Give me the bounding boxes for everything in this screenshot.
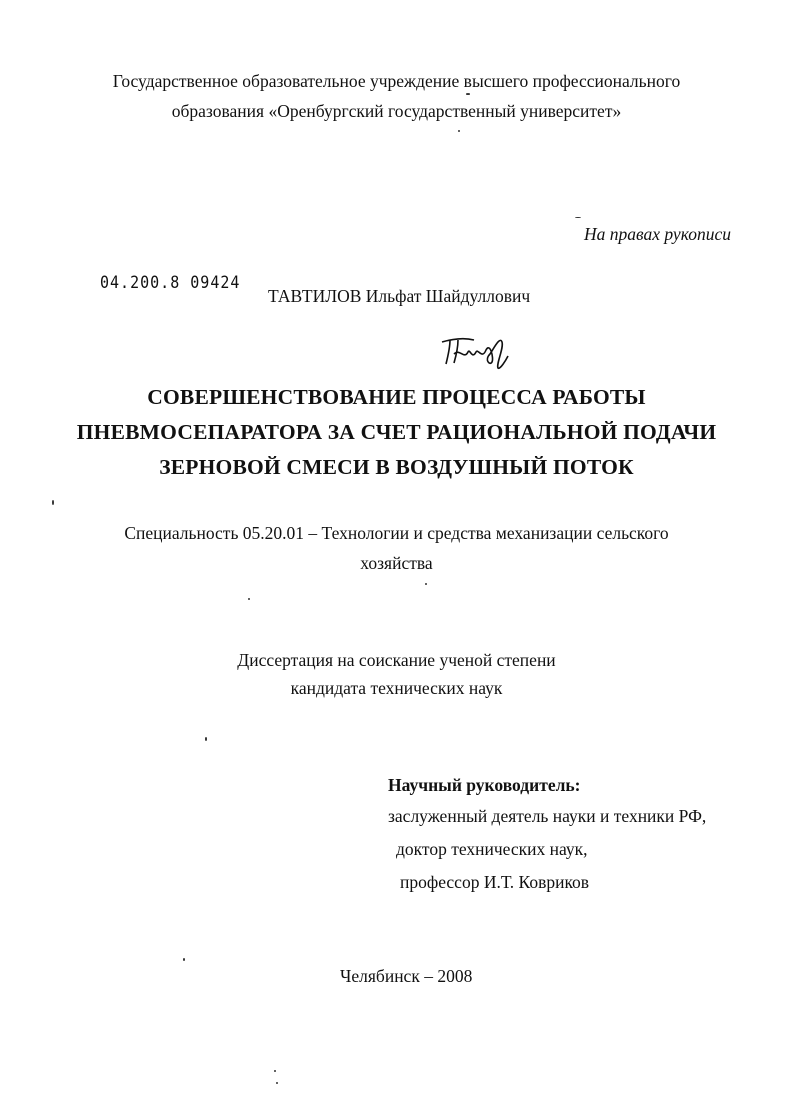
- specialty-block: [0, 518, 793, 578]
- scan-speck: [276, 1082, 278, 1084]
- degree-line-2: кандидата технических наук: [290, 678, 503, 698]
- advisor-title-line: заслуженный деятель науки и техники РФ,: [388, 806, 707, 826]
- scan-speck: [466, 93, 470, 95]
- author-name: ТАВТИЛОВ Ильфат Шайдуллович: [268, 286, 531, 306]
- specialty-line-2: хозяйства: [360, 553, 433, 573]
- advisor-heading: Научный руководитель:: [388, 775, 581, 795]
- scan-speck: [248, 598, 250, 600]
- scan-speck: [205, 737, 207, 741]
- title-line-2: ПНЕВМОСЕПАРАТОРА ЗА СЧЕТ РАЦИОНАЛЬНОЙ ПОДАЧИ: [76, 420, 717, 444]
- handwritten-signature: [436, 330, 516, 372]
- city-year: Челябинск – 2008: [340, 966, 473, 986]
- institution-line-1: Государственное образовательное учреждение высшего профессионального: [112, 71, 681, 91]
- archive-stamp: 04.200.8 09424: [100, 272, 241, 293]
- dissertation-title: [0, 380, 793, 485]
- scan-speck: [458, 130, 460, 132]
- title-line-1: СОВЕРШЕНСТВОВАНИЕ ПРОЦЕССА РАБОТЫ: [147, 385, 646, 409]
- scan-speck: [575, 217, 581, 218]
- institution-line-2: образования «Оренбургский государственный университет»: [171, 101, 622, 121]
- specialty-line-1: Специальность 05.20.01 – Технологии и средства механизации сельского: [124, 523, 669, 543]
- scan-speck: [52, 500, 54, 505]
- manuscript-note: На правах рукописи: [584, 224, 731, 244]
- scan-speck: [183, 958, 185, 961]
- degree-line-1: Диссертация на соискание ученой степени: [237, 650, 556, 670]
- advisor-degree-line: доктор технических наук,: [396, 839, 588, 859]
- title-line-3: ЗЕРНОВОЙ СМЕСИ В ВОЗДУШНЫЙ ПОТОК: [159, 455, 634, 479]
- advisor-name-line: профессор И.Т. Ковриков: [400, 872, 590, 892]
- institution-header: [0, 66, 793, 126]
- scan-speck: [425, 583, 427, 585]
- scan-speck: [274, 1070, 276, 1072]
- degree-block: [0, 646, 793, 702]
